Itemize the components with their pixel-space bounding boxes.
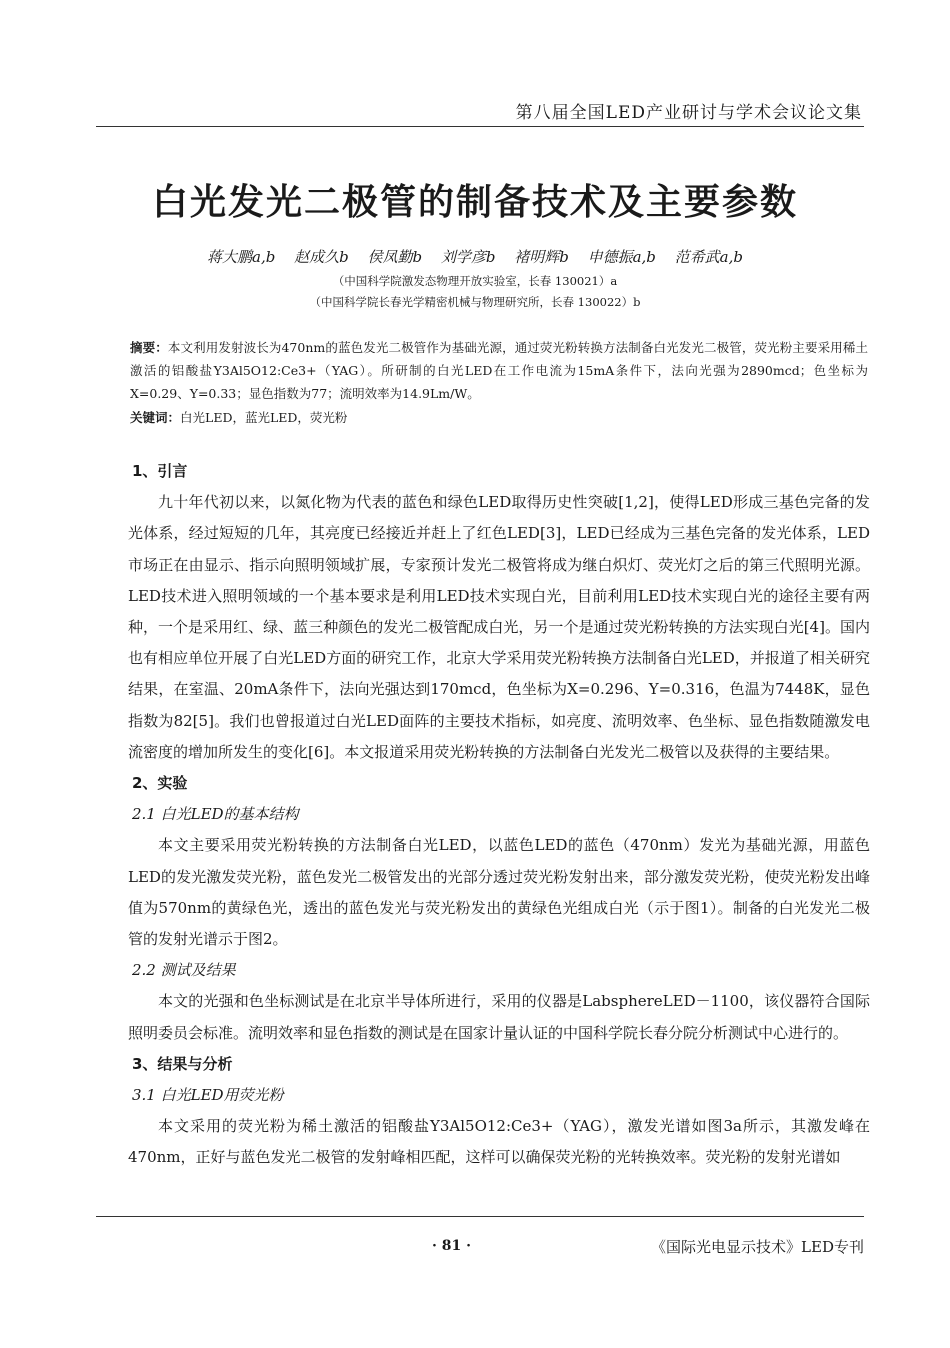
keywords-text: 白光LED，蓝光LED，荧光粉 (180, 410, 348, 425)
section-heading-results: 3、结果与分析 (132, 1054, 233, 1073)
paragraph-intro: 九十年代初以来，以氮化物为代表的蓝色和绿色LED取得历史性突破[1,2]，使得LED形成三基色完备的发光体系，经过短短的几年，其亮度已经接近并赶上了红色LED[3]，LED已经成为三基色完备的发光体系，LED市场正在由显示、指示向照明领域扩展，专家预计发光二极管将成为继白炽灯、荧光灯之后的第三代照明光源。LED技术进入照明领域的一个基本要求是利用LED技术实现白光，目前利用LED技术实现白光的途径主要有两种，一个是采用红、绿、蓝三种颜色的发光二极管配成白光，另一个是通过荧光粉转换的方法实现白光[4]。国内也有相应单位开展了白光LED方面的研究工作，北京大学采用荧光粉转换方法制备白光LED，并报道了相关研究结果，在室温、20mA条件下，法向光强达到170mcd，色坐标为X=0.296、Y=0.316，色温为7448K，显色指数为82[5]。我们也曾报道过白光LED面阵的主要技术指标，如亮度、流明效率、色坐标、显色指数随激发电流密度的增加所发生的变化[6]。本文报道采用荧光粉转换的方法制备白光发光二极管以及获得的主要结果。 (128, 493, 870, 761)
section-heading-intro: 1、引言 (132, 462, 188, 480)
subsection-heading-structure: 2.1 白光LED的基本结构 (132, 805, 299, 824)
section-heading-experiment: 2、实验 (132, 774, 188, 793)
keywords-label: 关键词： (130, 410, 181, 425)
paragraph-structure: 本文主要采用荧光粉转换的方法制备白光LED，以蓝色LED的蓝色（470nm）发光为基础光源，用蓝色LED的发光激发荧光粉，蓝色发光二极管发出的光部分透过荧光粉发射出来，部分激发荧光粉，使荧光粉发出峰值为570nm的黄绿色光，透出的蓝色发光与荧光粉发出的黄绿色光组成白光（示于图1）。制备的白光发光二极管的发射光谱示于图2。 (128, 836, 870, 949)
affiliation-2: （中国科学院长春光学精密机械与物理研究所，长春 130022）b (309, 295, 641, 309)
subsection-heading-testing: 2.2 测试及结果 (132, 961, 236, 980)
running-header: 第八届全国LED产业研讨与学术会议论文集 (515, 103, 862, 123)
footer-rule (96, 1216, 864, 1217)
affiliation-1: （中国科学院激发态物理开放实验室，长春 130021）a (332, 274, 618, 288)
body-text (128, 456, 870, 1174)
page-number: · 81 · (432, 1238, 471, 1254)
abstract-text: 本文利用发射波长为470nm的蓝色发光二极管作为基础光源，通过荧光粉转换方法制备白光发光二极管，荧光粉主要采用稀土激活的铝酸盐Y3Al5O12:Ce3+（YAG）。所研制的白光LED在工作电流为15mA条件下，法向光强为2890mcd；色坐标为X=0.29、Y=0.33；显色指数为77；流明效率为14.9Lm/W。 (130, 340, 868, 401)
abstract-label: 摘要： (130, 340, 168, 355)
paragraph-testing: 本文的光强和色坐标测试是在北京半导体所进行，采用的仪器是LabsphereLED－1100，该仪器符合国际照明委员会标准。流明效率和显色指数的测试是在国家计量认证的中国科学院长春分院分析测试中心进行的。 (128, 992, 870, 1042)
author-list: 蒋大鹏a,b 赵成久b 侯凤勤b 刘学彦b 褚明辉b 申德振a,b 范希武a,b (207, 248, 743, 266)
subsection-heading-phosphor: 3.1 白光LED用荧光粉 (132, 1086, 284, 1105)
abstract (130, 336, 868, 405)
keywords (130, 408, 868, 426)
header-rule (96, 126, 864, 127)
journal-name: 《国际光电显示技术》LED专刊 (651, 1238, 864, 1256)
paragraph-phosphor: 本文采用的荧光粉为稀土激活的铝酸盐Y3Al5O12:Ce3+（YAG），激发光谱如图3a所示，其激发峰在470nm，正好与蓝色发光二极管的发射峰相匹配，这样可以确保荧光粉的光转换效率。荧光粉的发射光谱如 (128, 1117, 870, 1167)
paper-title: 白光发光二极管的制备技术及主要参数 (151, 182, 798, 223)
